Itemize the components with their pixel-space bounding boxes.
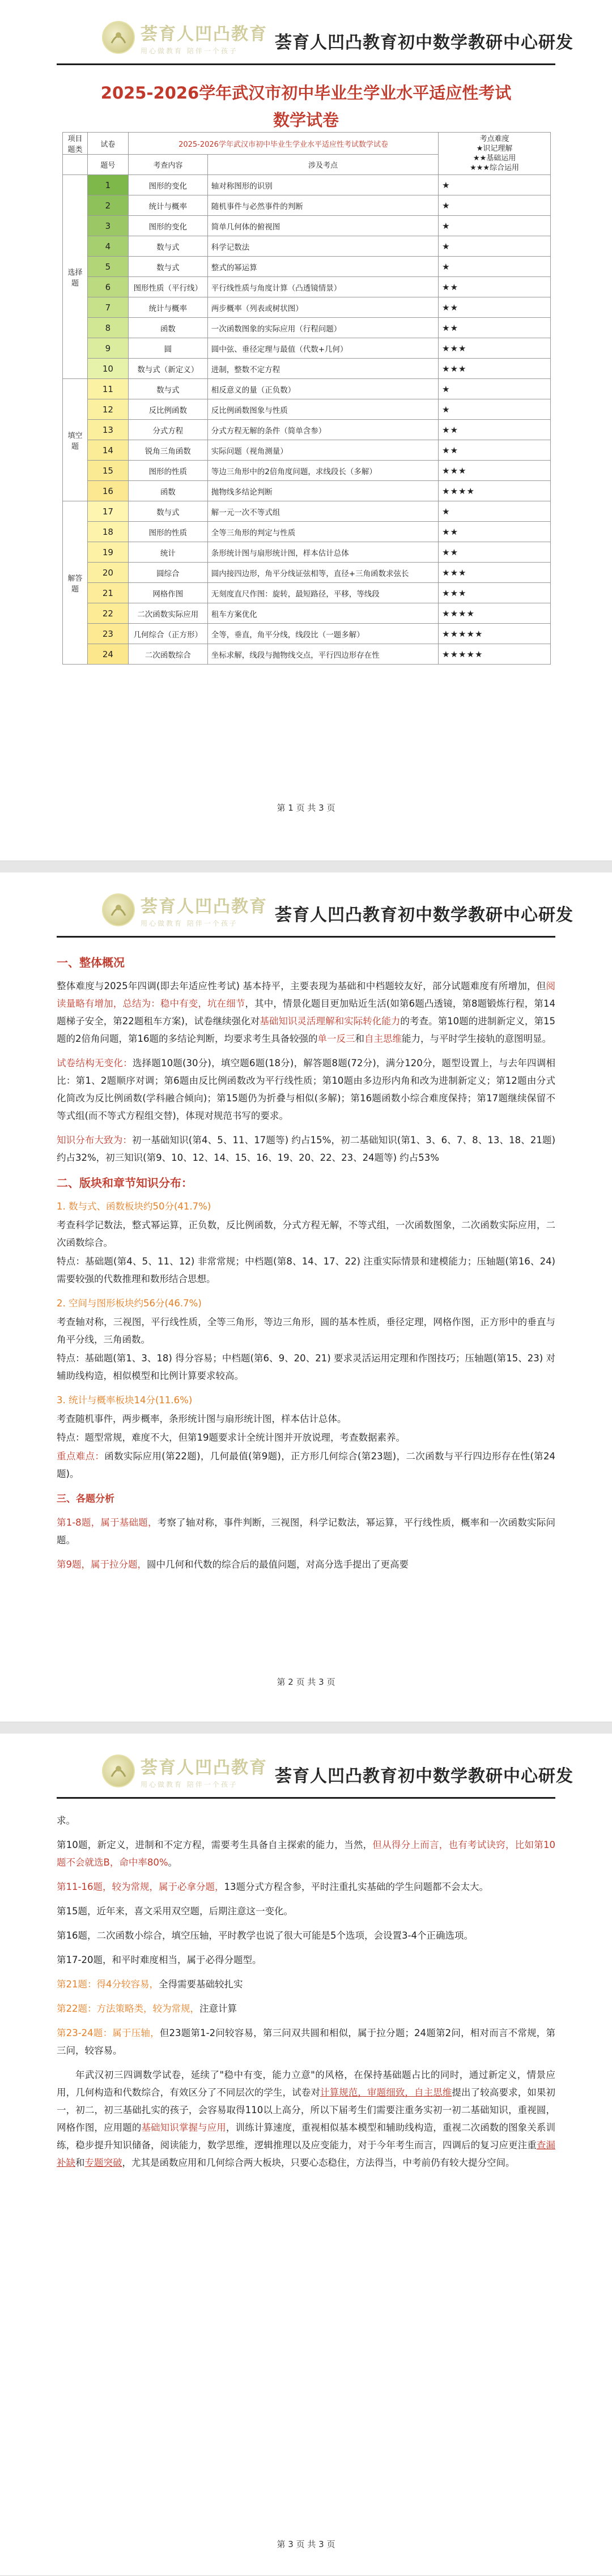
difficulty-stars: ★★★ (439, 359, 551, 379)
header-title: 荟育人凹凸教育初中数学教研中心研发 (275, 905, 573, 925)
difficulty-stars: ★★ (439, 318, 551, 338)
question-number: 22 (87, 603, 128, 624)
question-objective: 圆中弦、垂径定理与最值（代数+几何） (207, 338, 438, 359)
table-row (63, 195, 551, 216)
section-label: 填空题 (63, 379, 88, 501)
logo-text: 荟育人凹凸教育 (141, 24, 267, 44)
logo (102, 888, 267, 931)
page-footer: 第 1 页 共 3 页 (277, 803, 335, 813)
table-row (63, 563, 551, 583)
difficulty-stars: ★★★ (439, 461, 551, 481)
difficulty-stars: ★★ (439, 440, 551, 461)
subsection-heading: 1. 数与式、函数板块约50分(41.7%) (57, 1201, 211, 1212)
header-title: 荟育人凹凸教育初中数学教研中心研发 (275, 1766, 573, 1786)
question-objective: 坐标求解，线段与抛物线交点，平行四边形存在性 (207, 644, 438, 665)
question-content: 数与式 (128, 236, 207, 257)
question-number: 16 (87, 481, 128, 501)
paragraph-structure: 试卷结构无变化：选择题10题(30分)，填空题6题(18分)，解答题8题(72分)，满分120分，题型设置上，与去年四调相比：第1、2题顺序对调；第6题由反比例函数改为平行线性质；第10题由多边形内角和改为进制新定义；第12题由分式化简改为反比例函数(学科融合倾向)；第15题仍为折叠与相似(多解)；第16题函数小综合难度保持；第17题继续保留不等式组(而不等式方程组交替)，体现对规范书写的要求。 (57, 1058, 555, 1121)
difficulty-stars: ★★★★ (439, 603, 551, 624)
header-title: 荟育人凹凸教育初中数学教研中心研发 (275, 33, 573, 53)
header-divider (57, 63, 555, 65)
page-header (0, 1734, 612, 1807)
paragraph: 特点：基础题(第4、5、11、12) 非常常规；中档题(第8、14、17、22) 注重实际情景和建模能力；压轴题(第16、24) 需要较强的代数推理和数形结合思想。 (57, 1256, 555, 1284)
paragraph-distribution: 知识分布大致为：初一基础知识(第4、5、11、17题等) 约占15%，初二基础知识(第1、3、6、7、8、13、18、21题) 约占32%，初三知识(第9、10、12、14、15、16、19、20、22、23、24题等) 约占53% (57, 1135, 556, 1163)
page-header (0, 0, 612, 74)
table-row (63, 277, 551, 297)
difficulty-stars: ★ (439, 501, 551, 522)
page-3-body (57, 1812, 555, 2178)
paragraph-key-points: 重点难点：函数实际应用(第22题)，几何最值(第9题)，正方形几何综合(第23题)，二次函数与平行四边形存在性(第24题)。 (57, 1451, 556, 1479)
question-objective: 平行线性质与角度计算（凸透镜情景） (207, 277, 438, 297)
table-row (63, 359, 551, 379)
question-number: 10 (87, 359, 128, 379)
question-number: 15 (87, 461, 128, 481)
question-number: 9 (87, 338, 128, 359)
page-2-body (57, 946, 555, 1580)
table-header-difficulty: 考点难度 ★识记理解 ★★基础运用 ★★★综合运用 (439, 133, 551, 175)
question-content: 锐角三角函数 (128, 440, 207, 461)
question-content: 数与式 (128, 257, 207, 277)
table-row (63, 603, 551, 624)
table-header-num: 题号 (87, 155, 128, 175)
question-number: 24 (87, 644, 128, 665)
paragraph-summary: 年武汉初三四调数学试卷，延续了"稳中有变，能力立意"的风格，在保持基础题占比的同时，通过新定义，情景应用，几何构造和代数综合，有效区分了不同层次的学生，试卷对计算规范，审题细致，自主思维提出了较高要求，如果初一，初二，初三基础扎实的孩子，会容易取得110以上高分，所以下届考生们需要注重务实初一初二基础知识，重视圆，网格作图，应用题的基础知识掌握与应用，训练计算速度，重视相似基本模型和辅助线构造，重视二次函数的图象关系训练，稳步提升知识储备，阅读能力，数学思维，逻辑推理以及应变能力，对于今年考生而言，四调后的复习应更注重查漏补缺和专题突破，尤其是函数应用和几何综合两大板块，只要心态稳住，方法得当，中考前仍有较大提分空间。 (57, 2070, 556, 2168)
table-header-exam-title: 2025-2026学年武汉市初中毕业生学业水平适应性考试数学试卷 (128, 133, 438, 155)
question-number: 6 (87, 277, 128, 297)
table-header-section: 项目题类 (63, 133, 88, 155)
question-number: 3 (87, 216, 128, 236)
question-content: 图形的变化 (128, 216, 207, 236)
paragraph-q15: 第15题，近年来，喜文采用双空题，后期注意这一变化。 (57, 1906, 293, 1917)
question-content: 函数 (128, 481, 207, 501)
table-row (63, 297, 551, 318)
section-label: 解答题 (63, 501, 88, 665)
paragraph-q22: 第22题：方法策略类，较为常规，注意计算 (57, 2003, 237, 2014)
question-objective: 轴对称图形的识别 (207, 175, 438, 195)
question-content: 分式方程 (128, 420, 207, 440)
question-objective: 实际问题（视角测量） (207, 440, 438, 461)
table-row (63, 236, 551, 257)
question-number: 20 (87, 563, 128, 583)
table-row (63, 481, 551, 501)
table-row (63, 440, 551, 461)
table-row (63, 522, 551, 542)
paragraph-q23-24: 第23-24题：属于压轴，但23题第1-2问较容易，第三问双共圆和相似，属于拉分题；24题第2问，相对而言不常规，第三问，较容易。 (57, 2028, 555, 2056)
logo-icon (102, 21, 135, 54)
question-content: 函数 (128, 318, 207, 338)
question-content: 圆综合 (128, 563, 207, 583)
question-objective: 圆内接四边形，角平分线证弦相等，直径+三角函数求弦长 (207, 563, 438, 583)
difficulty-stars: ★★★★ (439, 481, 551, 501)
question-number: 23 (87, 624, 128, 644)
paragraph-q11-16: 第11-16题，较为常规，属于必拿分题，13题分式方程含参，平时注重扎实基础的学生问题都不会太大。 (57, 1881, 488, 1892)
difficulty-stars: ★★★ (439, 338, 551, 359)
question-objective: 简单几何体的俯视图 (207, 216, 438, 236)
table-row (63, 461, 551, 481)
question-objective: 等边三角形中的2倍角度问题，求线段长（多解） (207, 461, 438, 481)
question-number: 19 (87, 542, 128, 563)
difficulty-stars: ★★★★★ (439, 644, 551, 665)
logo-text: 荟育人凹凸教育 (141, 1757, 267, 1778)
paragraph-q10: 第10题，新定义，进制和不定方程，需要考生具备自主探索的能力，当然，但从得分上而言，也有考试诀窍，比如第10题不会就选B，命中率80%。 (57, 1840, 556, 1868)
question-objective: 解一元一次不等式组 (207, 501, 438, 522)
question-content: 数与式 (128, 379, 207, 399)
paragraph-continued: 求。 (57, 1815, 75, 1826)
exam-analysis-table (62, 132, 551, 665)
paragraph-overview: 整体难度与2025年四调(即去年适应性考试) 基本持平，主要表现为基础和中档题较友好，部分试题难度有所增加，但阅读量略有增加，总结为：稳中有变，坑在细节，其中，情景化题目更加贴近生活(如第6题凸透镜，第8题锻炼行程，第14题梯子安全，第22题租车方案)，试卷继续强化对基础知识灵活理解和实际转化能力的考查。第10题的进制新定义，第15题的2倍角问题，第16题的多结论判断，均要求考生具备较强的单一反三和自主思维能力，与平时学生接轨的意图明显。 (57, 981, 556, 1044)
page-footer: 第 2 页 共 3 页 (277, 1677, 335, 1687)
question-objective: 进制，整数不定方程 (207, 359, 438, 379)
paragraph: 考查科学记数法，整式幂运算，正负数，反比例函数，分式方程无解，不等式组，一次函数图象，二次函数实际应用，二次函数综合。 (57, 1220, 555, 1248)
document-subtitle: 数学试卷 (273, 110, 339, 130)
difficulty-stars: ★ (439, 257, 551, 277)
difficulty-stars: ★★ (439, 542, 551, 563)
question-number: 14 (87, 440, 128, 461)
difficulty-stars: ★ (439, 236, 551, 257)
question-number: 2 (87, 195, 128, 216)
paragraph: 特点：基础题(第1、3、18) 得分容易；中档题(第6、9、20、21) 要求灵活运用定理和作图技巧；压轴题(第15、23) 对辅助线构造，相似模型和比例计算要求较高。 (57, 1353, 555, 1381)
table-row (63, 501, 551, 522)
section-heading: 三、各题分析 (57, 1493, 114, 1505)
table-row (63, 420, 551, 440)
question-number: 8 (87, 318, 128, 338)
question-content: 统计与概率 (128, 195, 207, 216)
table-row (63, 399, 551, 420)
difficulty-stars: ★ (439, 216, 551, 236)
question-number: 11 (87, 379, 128, 399)
question-objective: 随机事件与必然事件的判断 (207, 195, 438, 216)
question-content: 网格作图 (128, 583, 207, 603)
question-content: 圆 (128, 338, 207, 359)
paragraph: 特点：题型常规，难度不大，但第19题要求计全统计图并开放说理，考查数据素养。 (57, 1432, 405, 1443)
question-number: 1 (87, 175, 128, 195)
question-objective: 两步概率（列表或树状图） (207, 297, 438, 318)
page-footer: 第 3 页 共 3 页 (277, 2539, 335, 2549)
logo-slogan: 用心做教育 陪伴一个孩子 (141, 46, 238, 55)
section-label: 选择题 (63, 175, 88, 379)
table-row (63, 583, 551, 603)
question-content: 二次函数综合 (128, 644, 207, 665)
question-objective: 分式方程无解的条件（简单含参） (207, 420, 438, 440)
paragraph-q17-20: 第17-20题，和平时难度相当，属于必得分题型。 (57, 1955, 262, 1965)
question-content: 反比例函数 (128, 399, 207, 420)
question-content: 统计与概率 (128, 297, 207, 318)
paragraph-q16: 第16题，二次函数小综合，填空压轴，平时教学也说了很大可能是5个选项，会设置3-4个正确选项。 (57, 1930, 473, 1941)
question-content: 图形的变化 (128, 175, 207, 195)
paragraph-q1-8: 第1-8题，属于基础题，考察了轴对称，事件判断，三视图，科学记数法，幂运算，平行线性质，概率和一次函数实际问题。 (57, 1517, 556, 1545)
table-row (63, 175, 551, 195)
logo-icon (102, 893, 135, 926)
logo-slogan: 用心做教育 陪伴一个孩子 (141, 919, 238, 927)
question-number: 21 (87, 583, 128, 603)
question-number: 12 (87, 399, 128, 420)
table-header-content: 考查内容 (128, 155, 207, 175)
question-objective: 抛物线多结论判断 (207, 481, 438, 501)
question-number: 4 (87, 236, 128, 257)
table-row (63, 257, 551, 277)
table-header-exam: 试卷 (87, 133, 128, 155)
document-title: 2025-2026学年武汉市初中毕业生学业水平适应性考试 (100, 83, 512, 103)
difficulty-stars: ★★★★★ (439, 624, 551, 644)
subsection-heading: 3. 统计与概率板块14分(11.6%) (57, 1395, 193, 1406)
question-content: 数与式（新定义） (128, 359, 207, 379)
page-3 (0, 1734, 612, 2576)
header-divider (57, 936, 555, 938)
section-heading: 一、整体概况 (57, 956, 125, 969)
paragraph-q9: 第9题，属于拉分题，圆中几何和代数的综合后的最值问题，对高分选手提出了更高要 (57, 1559, 409, 1570)
difficulty-stars: ★★ (439, 297, 551, 318)
page-header (0, 872, 612, 946)
question-objective: 科学记数法 (207, 236, 438, 257)
question-content: 图形的性质 (128, 522, 207, 542)
question-number: 5 (87, 257, 128, 277)
difficulty-stars: ★ (439, 399, 551, 420)
question-number: 17 (87, 501, 128, 522)
question-content: 图形的性质 (128, 461, 207, 481)
logo-icon (102, 1755, 135, 1787)
logo (102, 1749, 267, 1792)
difficulty-stars: ★ (439, 175, 551, 195)
difficulty-stars: ★ (439, 195, 551, 216)
header-divider (57, 1797, 555, 1799)
page-2 (0, 872, 612, 1722)
difficulty-stars: ★★ (439, 522, 551, 542)
table-row (63, 338, 551, 359)
table-row (63, 379, 551, 399)
logo-slogan: 用心做教育 陪伴一个孩子 (141, 1780, 238, 1789)
question-objective: 整式的幂运算 (207, 257, 438, 277)
question-number: 7 (87, 297, 128, 318)
question-objective: 反比例函数图象与性质 (207, 399, 438, 420)
logo-text: 荟育人凹凸教育 (141, 896, 267, 917)
table-row (63, 318, 551, 338)
question-content: 图形性质（平行线） (128, 277, 207, 297)
page-1 (0, 0, 612, 861)
logo (102, 16, 267, 59)
question-content: 数与式 (128, 501, 207, 522)
difficulty-stars: ★★ (439, 277, 551, 297)
question-content: 统计 (128, 542, 207, 563)
table-row (63, 624, 551, 644)
section-heading: 二、版块和章节知识分布： (57, 1176, 193, 1190)
question-content: 二次函数实际应用 (128, 603, 207, 624)
paragraph: 考查随机事件，两步概率，条形统计图与扇形统计图，样本估计总体。 (57, 1413, 347, 1424)
question-objective: 全等三角形的判定与性质 (207, 522, 438, 542)
paragraph: 考查轴对称，三视图，平行线性质，全等三角形，等边三角形，圆的基本性质，垂径定理，网格作图，正方形中的垂直与角平分线，三角函数。 (57, 1317, 555, 1345)
question-objective: 租车方案优化 (207, 603, 438, 624)
question-number: 13 (87, 420, 128, 440)
table-row (63, 216, 551, 236)
table-header-objective: 涉及考点 (207, 155, 438, 175)
question-objective: 相反意义的量（正负数） (207, 379, 438, 399)
question-content: 几何综合（正方形） (128, 624, 207, 644)
question-objective: 全等，垂直，角平分线，线段比（一题多解） (207, 624, 438, 644)
table-row (63, 542, 551, 563)
table-row (63, 644, 551, 665)
difficulty-stars: ★ (439, 379, 551, 399)
question-objective: 条形统计图与扇形统计图，样本估计总体 (207, 542, 438, 563)
paragraph-q21: 第21题：得4分较容易，全得需要基础较扎实 (57, 1979, 243, 1990)
difficulty-stars: ★★ (439, 420, 551, 440)
subsection-heading: 2. 空间与图形板块约56分(46.7%) (57, 1298, 202, 1309)
question-objective: 一次函数图象的实际应用（行程问题） (207, 318, 438, 338)
difficulty-stars: ★★★ (439, 583, 551, 603)
question-number: 18 (87, 522, 128, 542)
difficulty-stars: ★★★ (439, 563, 551, 583)
question-objective: 无刻度直尺作图：旋转，最短路径，平移，等线段 (207, 583, 438, 603)
